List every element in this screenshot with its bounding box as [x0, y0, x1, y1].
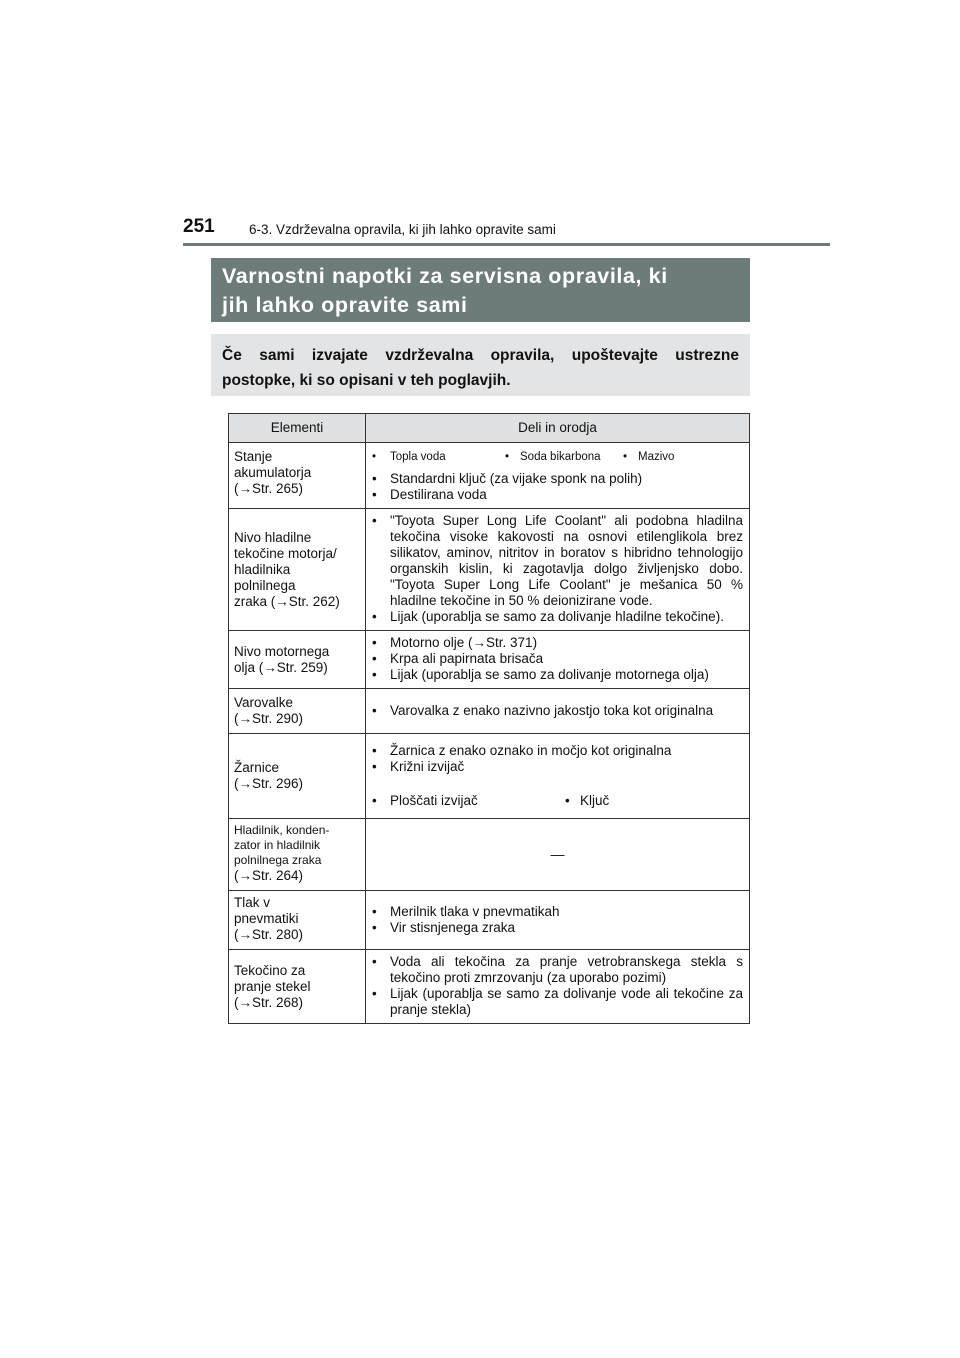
title-banner	[211, 258, 750, 322]
list-item: • Lijak (uporablja se samo za dolivanje hladilne tekočine).	[372, 609, 724, 624]
tools-cell	[366, 891, 750, 950]
item-text: Nivo hladilne	[234, 529, 312, 545]
item-cell	[229, 509, 366, 631]
item-cell	[229, 443, 366, 509]
bullet: •	[505, 451, 510, 463]
item-text: zraka (→Str. 262)	[234, 593, 340, 609]
item-cell	[229, 734, 366, 819]
item-text: (→Str. 268)	[234, 994, 304, 1010]
list-item: • Merilnik tlaka v pnevmatikah	[372, 903, 560, 919]
table-row	[229, 509, 750, 631]
tools-cell	[366, 631, 750, 689]
maintenance-table	[228, 413, 750, 1024]
table-header-row	[229, 414, 750, 443]
item-text: polnilnega	[234, 577, 296, 593]
item-text: Hladilnik, konden-	[234, 823, 330, 837]
list-item: • "Toyota Super Long Life Coolant" ali podobna hladilna tekočina visoke kakovosti na osnovi etilenglikola brez silikatov, aminov, nitritov in boratov s hibridno tehnologijo organskih kislin, ki zagotavlja dolgo življenjsko dobo. "Toyota Super Long Life Coolant" je mešanica 50 % hladilne tekočine in 50 % deionizirane vode.	[372, 513, 743, 608]
tools-cell	[366, 689, 750, 734]
tools-cell	[366, 509, 750, 631]
no-tools-dash: —	[550, 846, 565, 862]
tools-cell	[366, 819, 750, 891]
intro-line: postopke, ki so opisani v teh poglavjih.	[222, 372, 511, 389]
column-header-items: Elementi	[229, 414, 366, 443]
item-text: akumulatorja	[234, 465, 312, 480]
list-item: • Lijak (uporablja se samo za dolivanje motornega olja)	[372, 667, 709, 682]
bullet: •	[623, 451, 628, 463]
item-cell	[229, 891, 366, 950]
bullet: •	[372, 451, 377, 463]
item-text: hladilnika	[234, 561, 291, 577]
tools-cell	[366, 734, 750, 819]
table-row	[229, 689, 750, 734]
list-item: • Varovalka z enako nazivno jakostjo toka kot originalna	[372, 702, 714, 718]
page-number: 251	[183, 216, 215, 237]
tool-text: Topla voda	[390, 451, 446, 463]
section-heading: 6-3. Vzdrževalna opravila, ki jih lahko opravite sami	[249, 222, 556, 237]
item-cell	[229, 950, 366, 1024]
item-text: tekočine motorja/	[234, 545, 337, 561]
tool-text: Mazivo	[638, 451, 675, 463]
item-text: pnevmatiki	[234, 911, 299, 926]
item-cell	[229, 631, 366, 689]
list-item: • Križni izvijač	[372, 759, 465, 774]
item-text: Varovalke	[234, 695, 294, 710]
item-text: (→Str. 280)	[234, 927, 304, 942]
list-item: • Voda ali tekočina za pranje vetrobranskega stekla s tekočino proti zmrzovanju (za uporabo pozimi)	[372, 954, 743, 985]
item-text: Nivo motornega	[234, 643, 330, 659]
list-item: • Standardni ključ (za vijake sponk na polih)	[372, 471, 643, 486]
tools-inline-row: • Ploščati izvijač • Ključ	[372, 793, 610, 808]
item-text: (→Str. 265)	[234, 481, 304, 496]
item-text: (→Str. 264)	[234, 868, 304, 883]
item-text: Žarnice	[234, 760, 280, 775]
item-text: (→Str. 290)	[234, 711, 304, 726]
table-row	[229, 950, 750, 1024]
tools-cell	[366, 443, 750, 509]
table-row	[229, 891, 750, 950]
list-item: • Vir stisnjenega zraka	[372, 919, 516, 935]
table-row	[229, 734, 750, 819]
item-text: Stanje	[234, 449, 273, 464]
item-text: Tekočino za	[234, 962, 306, 978]
tools-inline-row	[372, 447, 743, 471]
title-line: Varnostni napotki za servisna opravila, ki	[222, 264, 668, 288]
item-text: polnilnega zraka	[234, 853, 322, 867]
list-item: • Destilirana voda	[372, 487, 487, 502]
item-text: (→Str. 296)	[234, 776, 304, 791]
table-row	[229, 819, 750, 891]
title-line: jih lahko opravite sami	[222, 293, 468, 317]
list-item: • Motorno olje (→Str. 371)	[372, 635, 538, 650]
item-text: pranje stekel	[234, 978, 311, 994]
intro-line: Če sami izvajate vzdrževalna opravila, upoštevajte ustrezne	[222, 347, 739, 364]
list-item: • Krpa ali papirnata brisača	[372, 651, 544, 666]
intro-box	[211, 334, 750, 396]
item-cell	[229, 819, 366, 891]
item-text: zator in hladilnik	[234, 838, 321, 852]
item-text: olja (→Str. 259)	[234, 659, 328, 675]
list-item: • Žarnica z enako oznako in močjo kot originalna	[372, 743, 672, 758]
column-header-tools: Deli in orodja	[366, 414, 750, 443]
table-row	[229, 631, 750, 689]
item-cell	[229, 689, 366, 734]
tools-cell	[366, 950, 750, 1024]
header-rule	[183, 243, 830, 246]
table-row	[229, 443, 750, 509]
item-text: Tlak v	[234, 895, 271, 910]
list-item: • Lijak (uporablja se samo za dolivanje vode ali tekočine za pranje stekla)	[372, 986, 743, 1017]
tool-text: Soda bikarbona	[520, 451, 601, 463]
